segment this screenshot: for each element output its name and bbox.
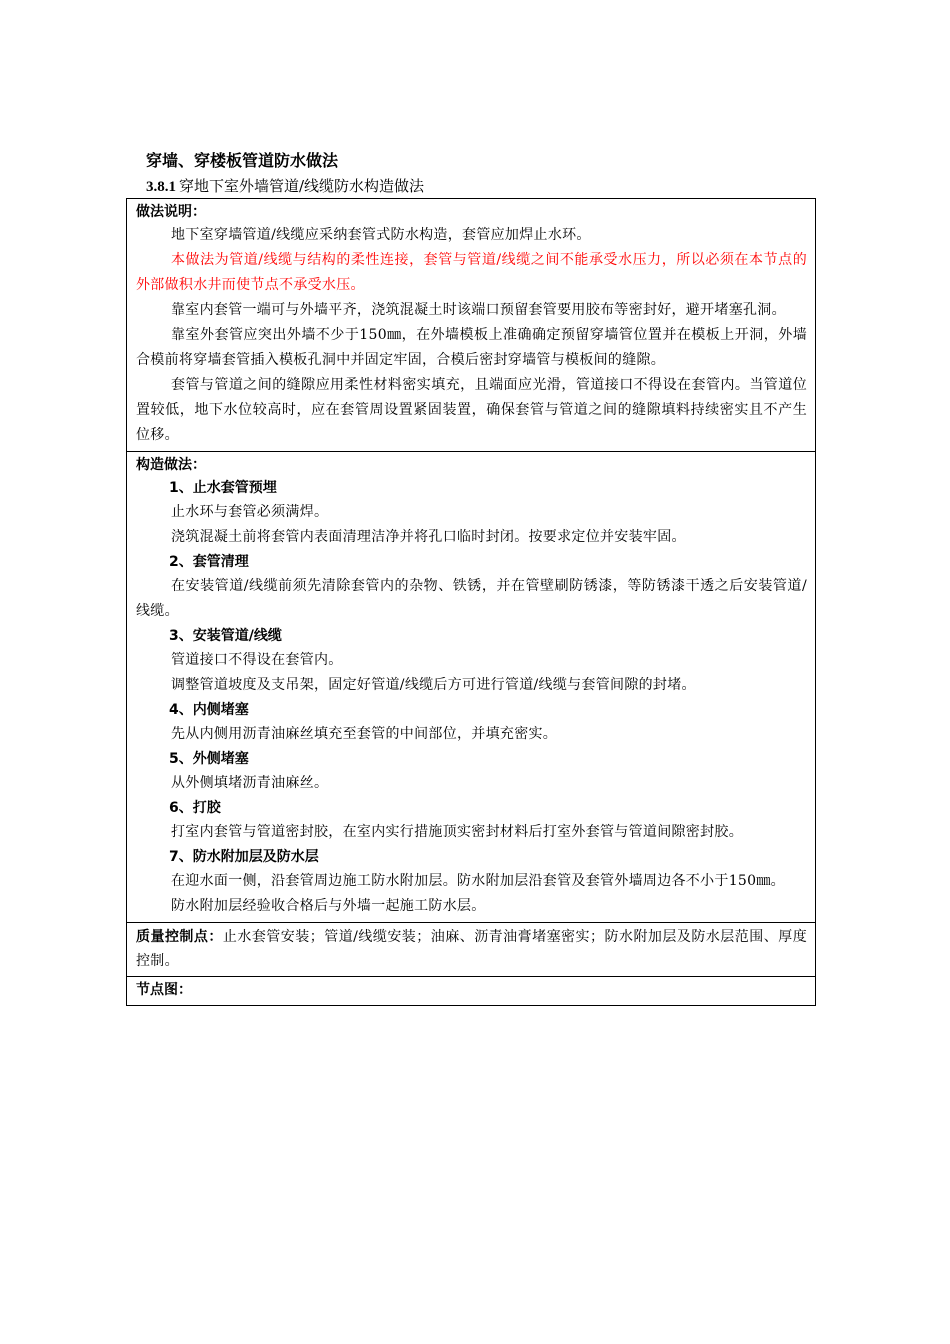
node-diagram-row [127,976,815,1005]
step-title: 2、套管清理 [169,554,249,570]
step-paragraph: 在迎水面一侧，沿套管周边施工防水附加层。防水附加层沿套管及套管外墙周边各不小于150㎜。 [171,873,785,889]
step-paragraph: 止水环与套管必须满焊。 [171,504,329,520]
step-paragraph: 浇筑混凝土前将套管内表面清理洁净并将孔口临时封闭。按要求定位并安装牢固。 [171,529,686,545]
step-title: 3、安装管道/线缆 [169,628,282,644]
step-paragraph: 打室内套管与管道密封胶，在室内实行措施顶实密封材料后打室外套管与管道间隙密封胶。 [171,824,743,840]
section-heading [146,176,424,197]
quality-control-content: 止水套管安装；管道/线缆安装；油麻、沥青油膏堵塞密实；防水附加层及防水层范围、厚度控制。 [136,929,807,969]
step-paragraph: 管道接口不得设在套管内。 [171,652,343,668]
step-paragraph: 调整管道坡度及支吊架，固定好管道/线缆后方可进行管道/线缆与套管间隙的封堵。 [171,677,696,693]
method-description-label: 做法说明： [136,204,206,220]
step-title: 7、防水附加层及防水层 [169,849,319,865]
spec-table [126,198,816,1006]
section-number: 3.8.1 [146,179,176,195]
node-diagram-label: 节点图： [136,982,192,998]
description-paragraph: 套管与管道之间的缝隙应用柔性材料密实填充，且端面应光滑，管道接口不得设在套管内。当管道位置较低，地下水位较高时，应在套管周设置紧固装置，确保套管与管道之间的缝隙填料持续密实且不产生位移。 [136,377,807,443]
description-paragraph: 靠室内套管一端可与外墙平齐，浇筑混凝土时该端口预留套管要用胶布等密封好，避开堵塞孔洞。 [171,302,786,318]
quality-control-row [127,922,815,976]
method-description-row [127,199,815,451]
step-title: 6、打胶 [169,800,221,816]
step-title: 5、外侧堵塞 [169,751,249,767]
method-description-body [136,223,807,448]
quality-control-label: 质量控制点： [136,929,223,945]
step-paragraph: 从外侧填堵沥青油麻丝。 [171,775,329,791]
step-title: 4、内侧堵塞 [169,702,249,718]
construction-method-label: 构造做法： [136,457,206,473]
step-paragraph: 防水附加层经验收合格后与外墙一起施工防水层。 [171,898,486,914]
step-title: 1、止水套管预埋 [169,480,277,496]
step-paragraph: 在安装管道/线缆前须先清除套管内的杂物、铁锈，并在管壁刷防锈漆，等防锈漆干透之后安装管道/线缆。 [136,578,807,619]
quality-control-text [136,925,807,973]
section-title: 穿地下室外墙管道/线缆防水构造做法 [179,177,425,195]
page-title: 穿墙、穿楼板管道防水做法 [146,151,339,170]
description-paragraph: 靠室外套管应突出外墙不少于150㎜，在外墙模板上准确确定预留穿墙管位置并在模板上开洞，外墙合模前将穿墙套管插入模板孔洞中并固定牢固，合模后密封穿墙管与模板间的缝隙。 [136,327,807,368]
description-paragraph: 本做法为管道/线缆与结构的柔性连接，套管与管道/线缆之间不能承受水压力，所以必须在本节点的外部做积水井而使节点不承受水压。 [136,252,807,293]
description-paragraph: 地下室穿墙管道/线缆应采纳套管式防水构造，套管应加焊止水环。 [171,227,591,243]
step-paragraph: 先从内侧用沥青油麻丝填充至套管的中间部位，并填充密实。 [171,726,558,742]
construction-steps [136,476,807,919]
construction-method-row [127,451,815,922]
